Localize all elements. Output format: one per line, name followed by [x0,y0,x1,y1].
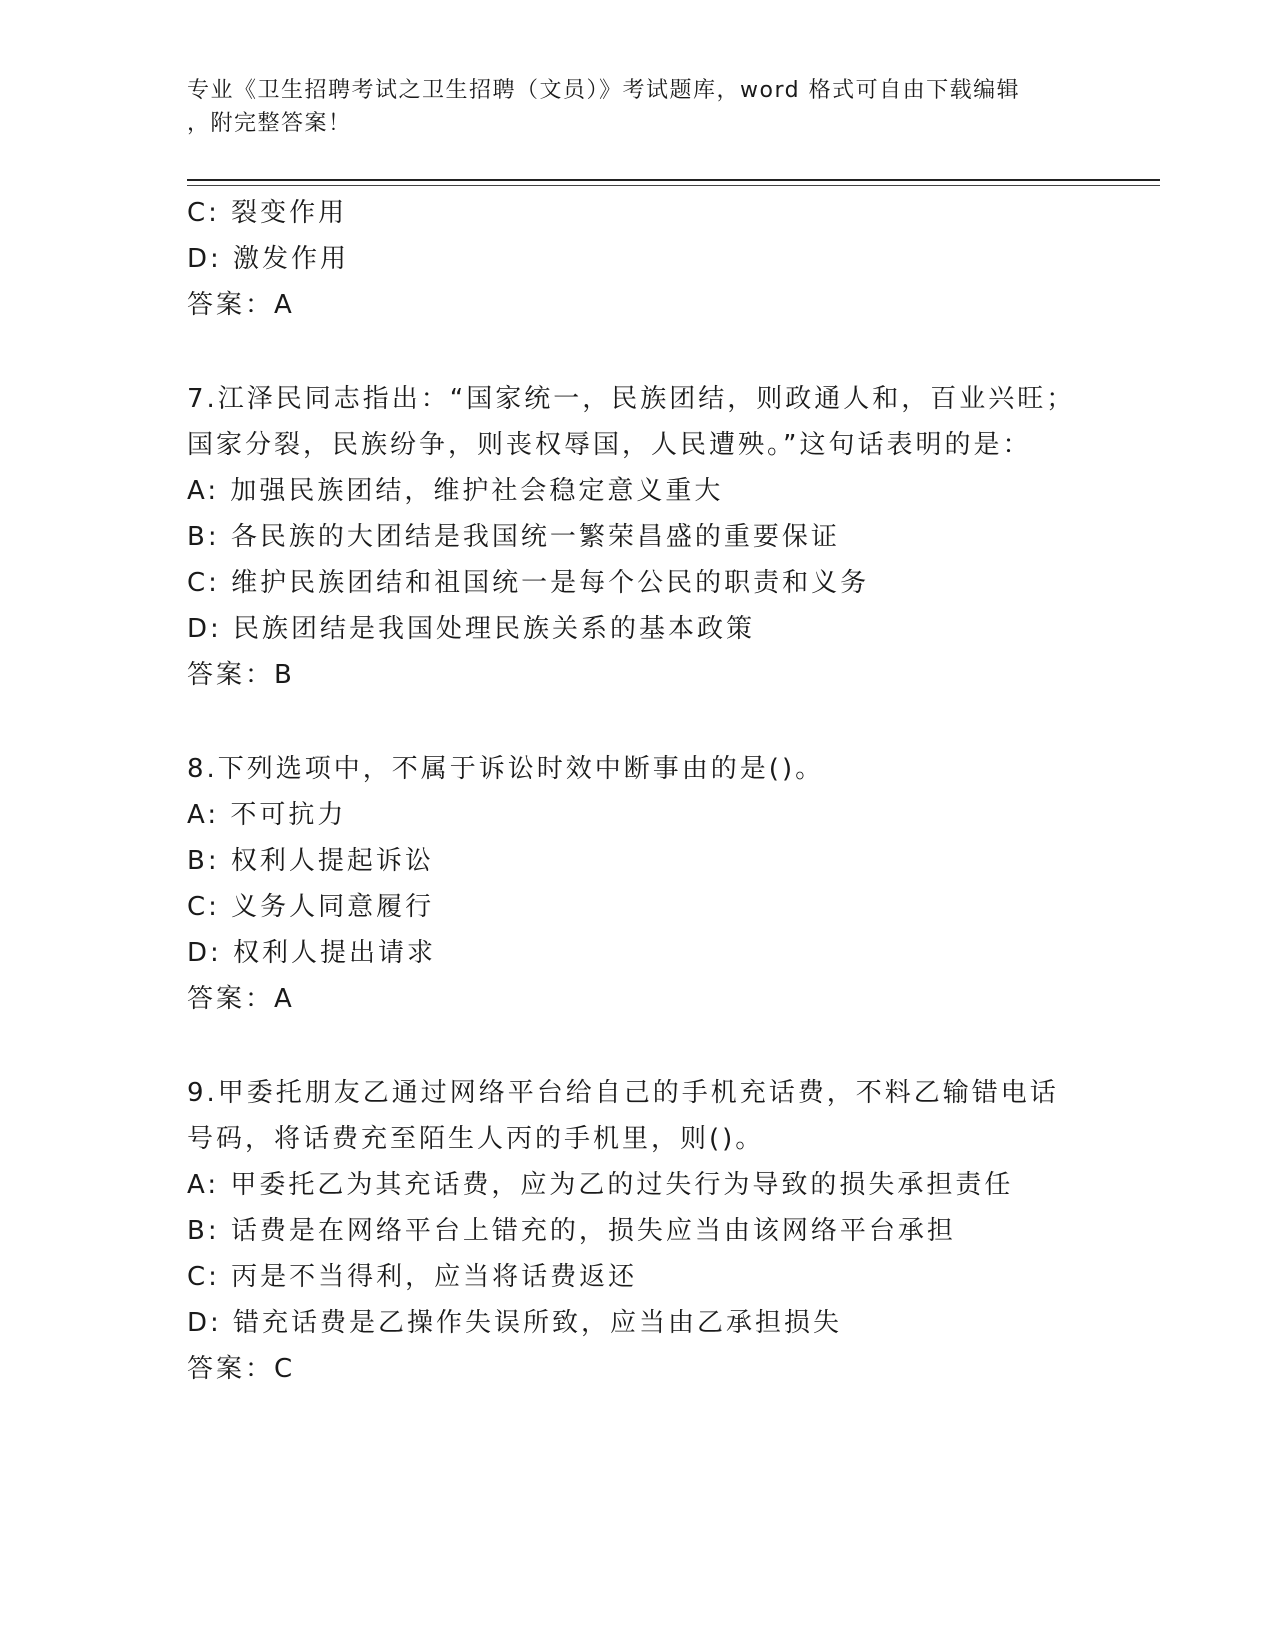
option-d: D: 错充话费是乙操作失误所致，应当由乙承担损失 [187,1308,843,1338]
option-c: C: 丙是不当得利，应当将话费返还 [187,1262,638,1292]
question-content [187,190,1147,1392]
option-b: B: 话费是在网络平台上错充的，损失应当由该网络平台承担 [187,1216,956,1246]
answer-line: 答案：A [187,290,295,320]
option-c: C: 义务人同意履行 [187,892,435,922]
header-rule-thick [187,179,1160,181]
option-d: D: 激发作用 [187,244,350,274]
question-stem-line: 8.下列选项中，不属于诉讼时效中断事由的是()。 [187,754,825,784]
option-a: A: 甲委托乙为其充话费，应为乙的过失行为导致的损失承担责任 [187,1170,1014,1200]
header-line-2: ，附完整答案！ [187,111,352,136]
header-line-1: 专业《卫生招聘考试之卫生招聘（文员）》考试题库，word 格式可自由下载编辑 [187,78,1021,103]
option-d: D: 权利人提出请求 [187,938,437,968]
option-a: A: 加强民族团结，维护社会稳定意义重大 [187,476,724,506]
question-9 [187,1070,1147,1392]
document-header [187,74,1067,140]
question-7 [187,376,1147,698]
answer-line: 答案：B [187,660,295,690]
carryover-block [187,190,1147,328]
question-stem-line: 7.江泽民同志指出：“国家统一，民族团结，则政通人和，百业兴旺； [187,384,1076,414]
option-b: B: 权利人提起诉讼 [187,846,434,876]
question-stem-line: 号码，将话费充至陌生人丙的手机里，则()。 [187,1124,765,1154]
question-stem-line: 国家分裂，民族纷争，则丧权辱国，人民遭殃。”这句话表明的是： [187,430,1032,460]
option-a: A: 不可抗力 [187,800,347,830]
option-b: B: 各民族的大团结是我国统一繁荣昌盛的重要保证 [187,522,840,552]
question-stem-line: 9.甲委托朋友乙通过网络平台给自己的手机充话费，不料乙输错电话 [187,1078,1059,1108]
option-d: D: 民族团结是我国处理民族关系的基本政策 [187,614,756,644]
option-c: C: 裂变作用 [187,198,348,228]
header-rule-thin [187,185,1160,186]
option-c: C: 维护民族团结和祖国统一是每个公民的职责和义务 [187,568,870,598]
answer-line: 答案：C [187,1354,296,1384]
answer-line: 答案：A [187,984,295,1014]
question-8 [187,746,1147,1022]
